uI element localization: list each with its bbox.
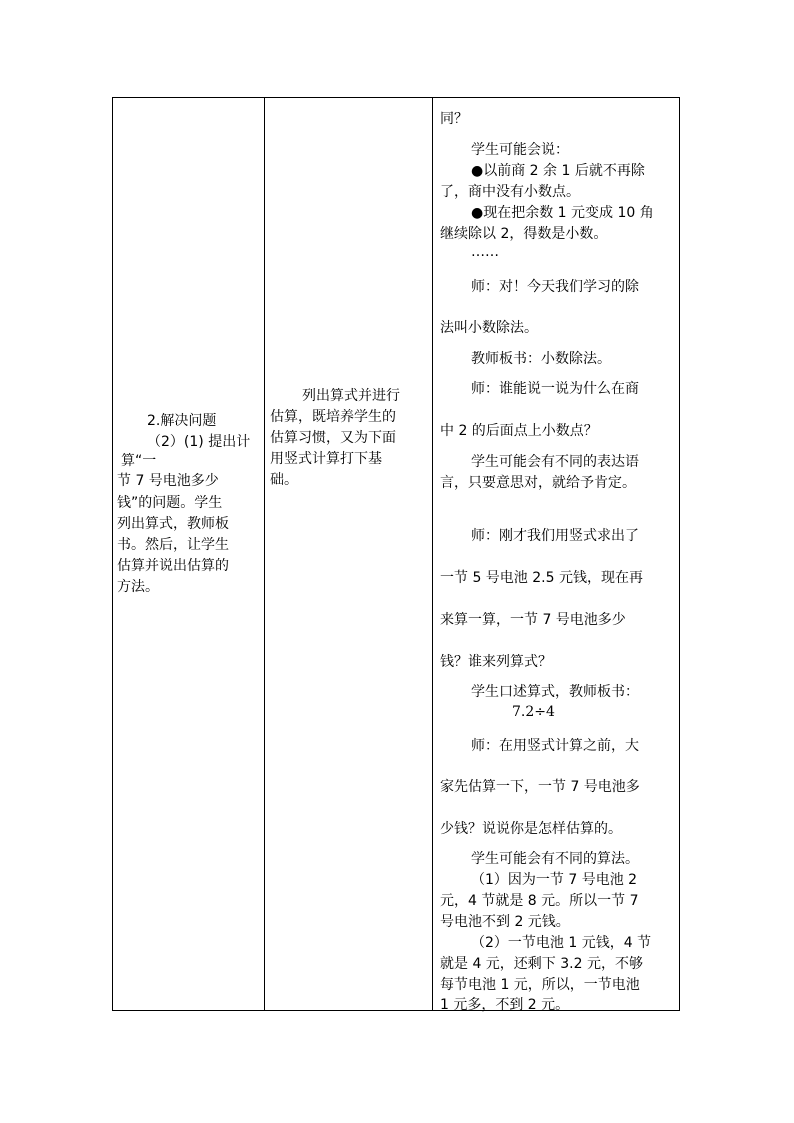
text-line: 同？ — [440, 111, 468, 127]
text-line: 列出算式并进行 — [302, 388, 400, 404]
text-line: 估算习惯，又为下面 — [270, 430, 396, 446]
text-line: 节 7 号电池多少 — [117, 473, 219, 489]
teacher-line: 法叫小数除法。 — [440, 320, 538, 336]
text-line: 学生可能会有不同的算法。 — [471, 851, 639, 867]
board-note: 教师板书：小数除法。 — [471, 351, 611, 367]
text-line: …… — [471, 244, 499, 260]
text-line: 言，只要意思对，就给予肯定。 — [440, 475, 636, 491]
text-line: 就是 4 元，还剩下 3.2 元，不够 — [440, 956, 643, 972]
text-line: 础。 — [270, 472, 298, 488]
text-line: 每节电池 1 元，所以，一节电池 — [440, 977, 640, 993]
teacher-line: 家先估算一下，一节 7 号电池多 — [440, 779, 640, 795]
text-line: 1 元多，不到 2 元。 — [440, 997, 570, 1013]
teacher-line: 师：对！今天我们学习的除 — [471, 279, 639, 295]
lesson-table — [112, 97, 680, 1011]
text-line: （2）(1) 提出计 — [147, 434, 251, 450]
text-line: 估算，既培养学生的 — [270, 409, 396, 425]
text-line: （2）一节电池 1 元钱，4 节 — [471, 935, 652, 951]
text-line: 钱”的问题。学生 — [117, 495, 223, 511]
text-line: 学生口述算式，教师板书： — [471, 684, 639, 700]
text-line: 继续除以 2，得数是小数。 — [440, 226, 608, 242]
teacher-line: 一节 5 号电池 2.5 元钱，现在再 — [440, 570, 643, 586]
column-divider — [432, 98, 433, 1010]
teacher-line: 少钱？说说你是怎样估算的。 — [440, 821, 622, 837]
text-line: 估算并说出估算的 — [117, 558, 229, 574]
teacher-line: 钱？谁来列算式？ — [440, 654, 552, 670]
text-line: ●以前商 2 余 1 后就不再除 — [471, 163, 645, 179]
text-line: 号电池不到 2 元钱。 — [440, 914, 570, 930]
text-line: 列出算式，教师板 — [117, 516, 229, 532]
column-divider — [264, 98, 265, 1010]
equation: 7.2÷4 — [512, 704, 555, 720]
teacher-line: 师：在用竖式计算之前，大 — [471, 738, 639, 754]
text-line: 方法。 — [117, 579, 159, 595]
text-line: 用竖式计算打下基 — [270, 451, 382, 467]
text-line: （1）因为一节 7 号电池 2 — [471, 872, 638, 888]
text-line: 书。然后，让学生 — [117, 537, 229, 553]
teacher-line: 师：谁能说一说为什么在商 — [471, 381, 639, 397]
teacher-line: 中 2 的后面点上小数点？ — [440, 423, 598, 439]
text-line: 学生可能会有不同的表达语 — [471, 454, 639, 470]
text-line: 算“一 — [121, 453, 157, 469]
text-line: ●现在把余数 1 元变成 10 角 — [471, 205, 654, 221]
teacher-line: 来算一算，一节 7 号电池多少 — [440, 612, 626, 628]
teacher-line: 师：刚才我们用竖式求出了 — [471, 528, 639, 544]
section-heading: 2.解决问题 — [147, 413, 217, 429]
text-line: 了，商中没有小数点。 — [440, 184, 580, 200]
text-line: 元，4 节就是 8 元。所以一节 7 — [440, 893, 639, 909]
text-line: 学生可能会说： — [471, 142, 569, 158]
